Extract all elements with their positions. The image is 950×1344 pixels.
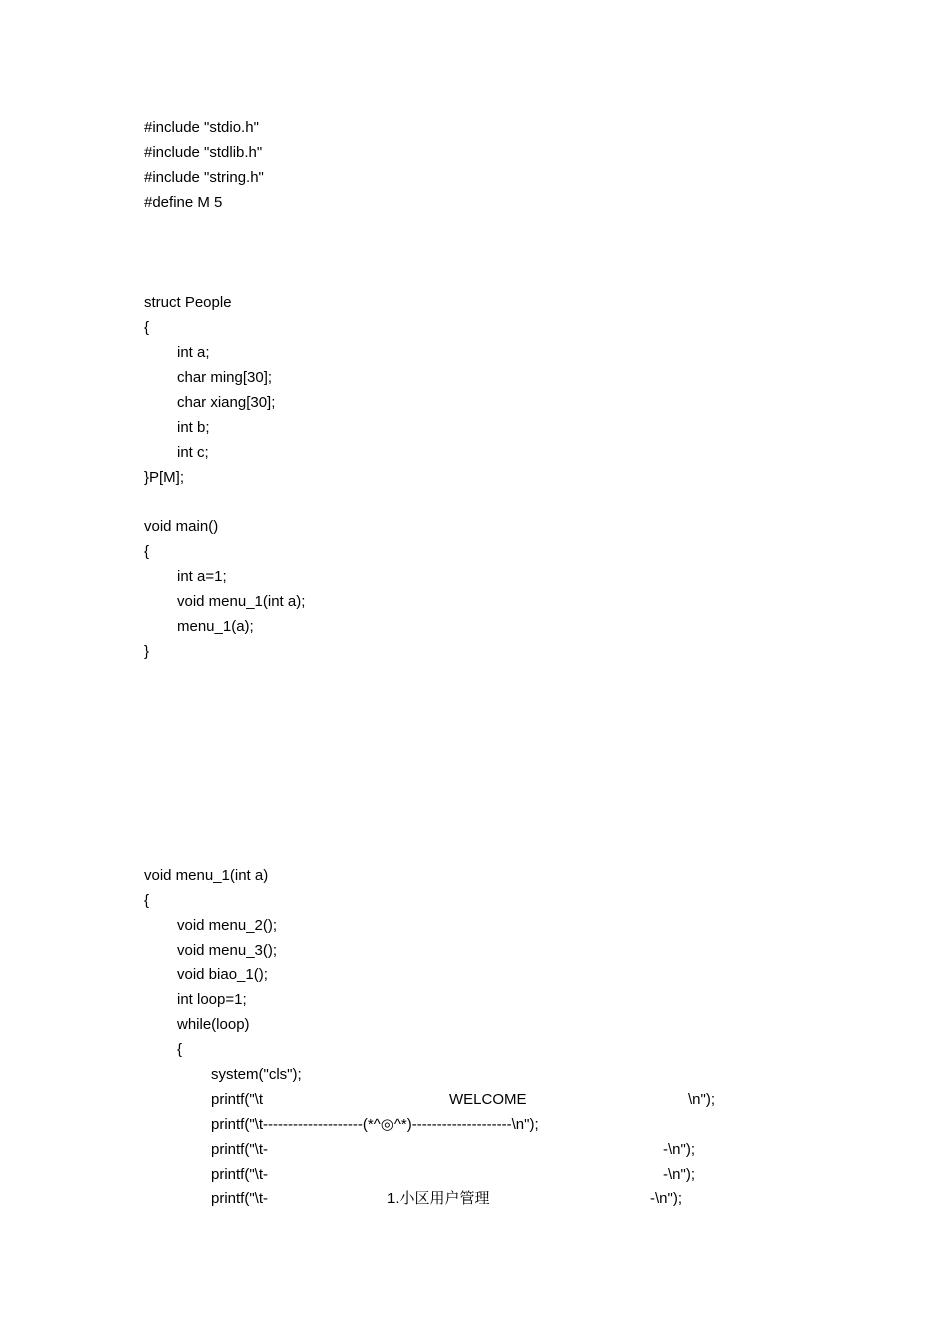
- code-line: char xiang[30];: [177, 394, 276, 411]
- code-line: {: [144, 543, 150, 560]
- code-line: }P[M];: [144, 469, 185, 486]
- code-line: void menu_2();: [177, 917, 278, 934]
- code-line: #include "stdio.h": [144, 119, 259, 136]
- code-line: int b;: [177, 419, 210, 436]
- printf-line: [211, 1166, 771, 1184]
- printf-prefix: printf("\t-: [211, 1141, 268, 1158]
- printf-line: [211, 1141, 771, 1159]
- code-line: }: [144, 643, 150, 660]
- printf-suffix: -\n");: [650, 1190, 682, 1207]
- code-line: int c;: [177, 444, 209, 461]
- code-line: int a;: [177, 344, 210, 361]
- code-line: char ming[30];: [177, 369, 273, 386]
- code-line: system("cls");: [211, 1066, 302, 1083]
- code-line: void menu_3();: [177, 942, 278, 959]
- code-line: void menu_1(int a): [144, 867, 269, 884]
- printf-middle: WELCOME: [449, 1091, 527, 1108]
- printf-prefix: printf("\t-: [211, 1190, 268, 1207]
- printf-line: [211, 1091, 771, 1109]
- code-line: int loop=1;: [177, 991, 247, 1008]
- printf-prefix: printf("\t-: [211, 1166, 268, 1183]
- code-line: #include "stdlib.h": [144, 144, 263, 161]
- code-line: #define M 5: [144, 194, 223, 211]
- code-line: void menu_1(int a);: [177, 593, 306, 610]
- code-line: while(loop): [177, 1016, 250, 1033]
- printf-middle: 1.小区用户管理: [387, 1190, 490, 1207]
- code-line: {: [144, 892, 150, 909]
- printf-prefix: printf("\t--------------------(*^◎^*)--------------------\n");: [211, 1116, 539, 1133]
- printf-suffix: -\n");: [663, 1141, 695, 1158]
- code-line: #include "string.h": [144, 169, 264, 186]
- code-line: {: [177, 1041, 183, 1058]
- printf-suffix: \n");: [688, 1091, 715, 1108]
- printf-suffix: -\n");: [663, 1166, 695, 1183]
- printf-line: [211, 1116, 771, 1134]
- code-line: void main(): [144, 518, 219, 535]
- printf-prefix: printf("\t: [211, 1091, 264, 1108]
- code-line: void biao_1();: [177, 966, 268, 983]
- code-line: {: [144, 319, 150, 336]
- code-line: int a=1;: [177, 568, 227, 585]
- printf-line: [211, 1190, 771, 1208]
- code-line: menu_1(a);: [177, 618, 254, 635]
- code-line: struct People: [144, 294, 232, 311]
